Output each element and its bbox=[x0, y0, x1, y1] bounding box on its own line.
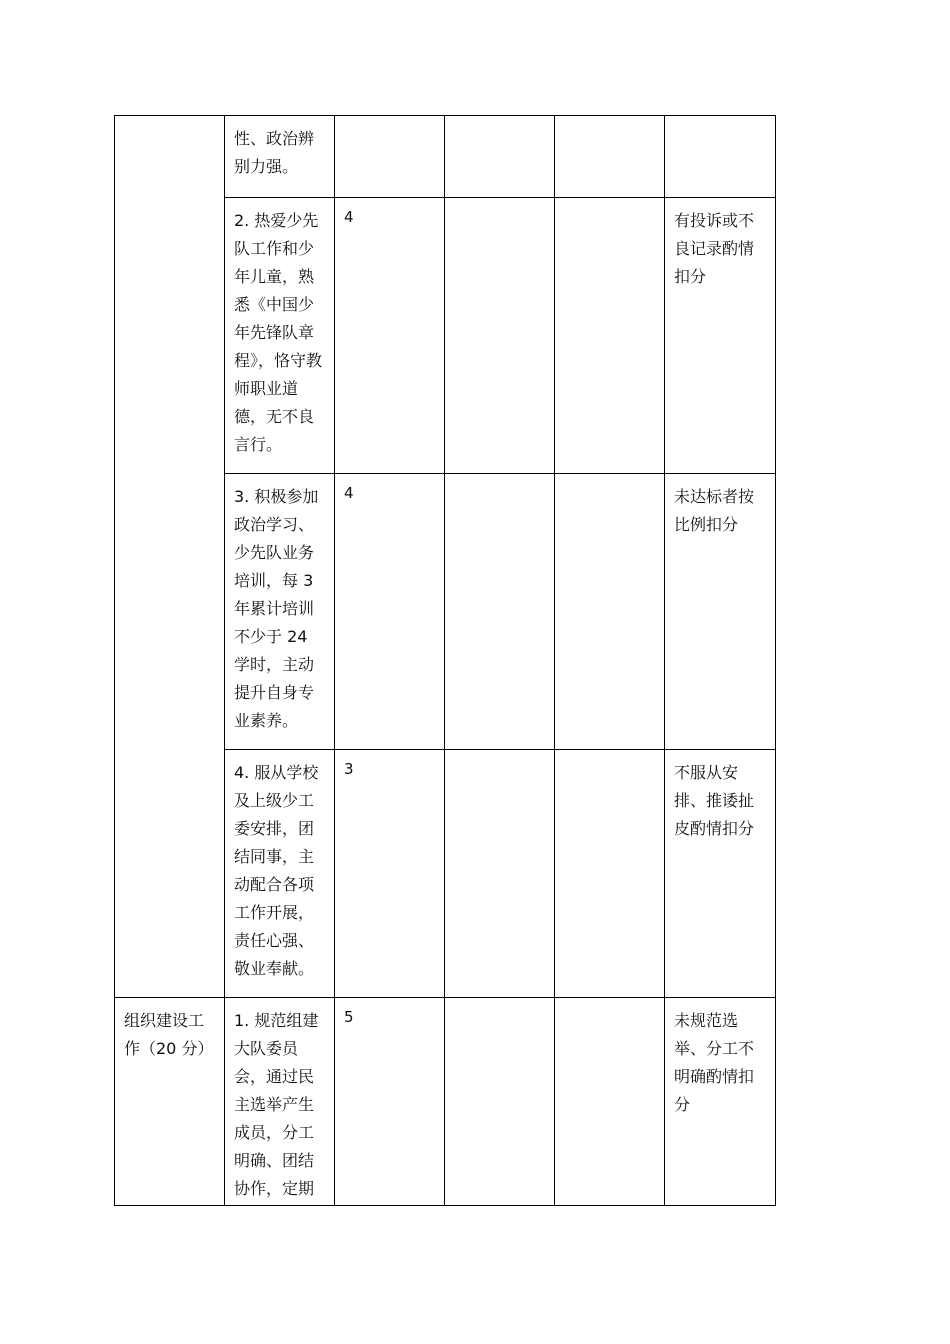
rule-text: 不服从安排、推诿扯皮酌情扣分 bbox=[674, 763, 755, 838]
criterion-text: 性、政治辨别力强。 bbox=[234, 129, 315, 176]
table-row bbox=[115, 998, 776, 1206]
score-text: 4 bbox=[344, 208, 354, 226]
score-cell bbox=[335, 198, 445, 474]
criterion-cell bbox=[225, 474, 335, 750]
rule-cell bbox=[665, 116, 776, 198]
rule-text: 有投诉或不良记录酌情扣分 bbox=[674, 211, 755, 286]
review-score-cell bbox=[555, 474, 665, 750]
criterion-cell bbox=[225, 198, 335, 474]
rule-cell bbox=[665, 198, 776, 474]
score-cell bbox=[335, 998, 445, 1206]
score-text: 5 bbox=[344, 1008, 354, 1026]
category-text: 组织建设工作（20 分） bbox=[124, 1011, 214, 1058]
rule-text: 未规范选举、分工不明确酌情扣分 bbox=[674, 1011, 755, 1114]
self-score-cell bbox=[445, 474, 555, 750]
criterion-cell bbox=[225, 998, 335, 1206]
review-score-cell bbox=[555, 116, 665, 198]
table-row bbox=[115, 116, 776, 198]
self-score-cell bbox=[445, 116, 555, 198]
criterion-cell bbox=[225, 116, 335, 198]
criterion-text: 3. 积极参加政治学习、少先队业务培训，每 3 年累计培训不少于 24 学时，主动提升自身专业素养。 bbox=[234, 487, 319, 730]
review-score-cell bbox=[555, 998, 665, 1206]
category-cell bbox=[115, 116, 225, 998]
review-score-cell bbox=[555, 750, 665, 998]
self-score-cell bbox=[445, 198, 555, 474]
evaluation-table bbox=[114, 115, 776, 1206]
self-score-cell bbox=[445, 998, 555, 1206]
rule-text: 未达标者按比例扣分 bbox=[674, 487, 755, 534]
criterion-cell bbox=[225, 750, 335, 998]
review-score-cell bbox=[555, 198, 665, 474]
rule-cell bbox=[665, 474, 776, 750]
score-text: 4 bbox=[344, 484, 354, 502]
criterion-text: 4. 服从学校及上级少工委安排，团结同事，主动配合各项工作开展，责任心强、敬业奉献。 bbox=[234, 763, 319, 978]
criterion-text: 2. 热爱少先队工作和少年儿童，熟悉《中国少年先锋队章程》，恪守教师职业道德，无不良言行。 bbox=[234, 211, 323, 454]
score-cell bbox=[335, 116, 445, 198]
score-cell bbox=[335, 750, 445, 998]
score-text: 3 bbox=[344, 760, 354, 778]
rule-cell bbox=[665, 998, 776, 1206]
self-score-cell bbox=[445, 750, 555, 998]
criterion-text: 1. 规范组建大队委员会，通过民主选举产生成员，分工明确、团结协作，定期 bbox=[234, 1011, 319, 1198]
category-cell bbox=[115, 998, 225, 1206]
score-cell bbox=[335, 474, 445, 750]
rule-cell bbox=[665, 750, 776, 998]
